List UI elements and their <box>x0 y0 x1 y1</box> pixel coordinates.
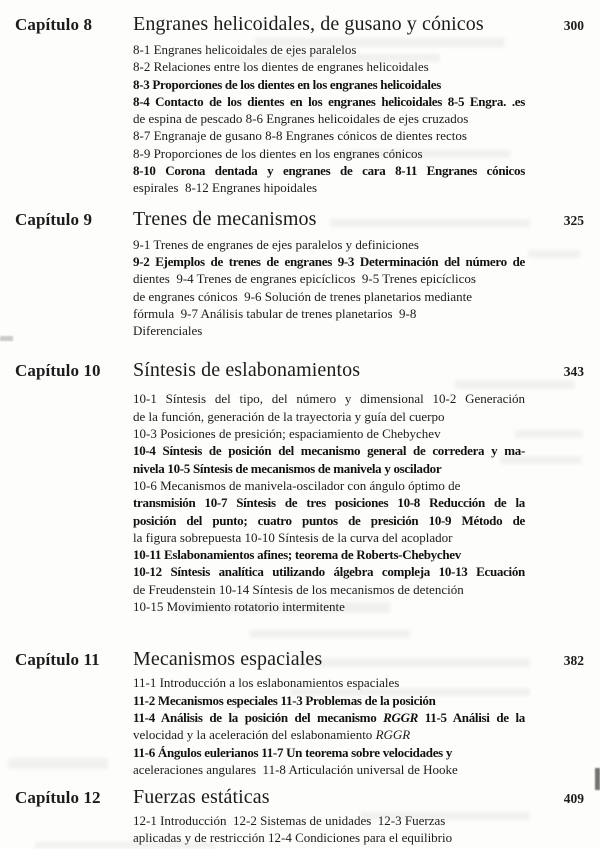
toc-line <box>133 581 525 598</box>
toc-line <box>133 390 525 407</box>
chapter-page-number: 325 <box>563 212 584 228</box>
toc-line <box>133 41 525 58</box>
toc-line-segment: 11-6 Ángulos eulerianos 11-7 Un teorema sobre velocidades y <box>133 744 453 760</box>
chapter-label: Capítulo 10 <box>15 361 101 381</box>
toc-line-segment: 9-2 Ejemplos de trenes de engranes 9-3 Determinación del número de <box>133 253 525 269</box>
toc-line-segment: 8-10 Corona dentada y engranes de cara 8-11 Engranes cónicos <box>133 163 525 179</box>
toc-line-segment: velocidad y la aceleración del eslabonamiento <box>133 727 376 743</box>
chapter-title: Mecanismos espaciales <box>133 648 323 671</box>
chapter-label: Capítulo 11 <box>15 650 100 670</box>
toc-line-segment: transmisión 10-7 Síntesis de tres posiciones 10-8 Reducción de la <box>133 495 525 511</box>
toc-line-segment: de espina de pescado 8-6 Engranes helicoidales de ejes cruzados <box>133 111 469 127</box>
toc-line <box>133 761 525 778</box>
toc-line <box>133 744 525 761</box>
toc-line <box>133 253 525 270</box>
toc-line <box>133 58 525 75</box>
toc-line <box>133 110 525 127</box>
toc-line <box>133 270 525 287</box>
toc-line-segment: 10-6 Mecanismos de manivela-oscilador con ángulo óptimo de <box>133 477 461 493</box>
chapter-label: Capítulo 9 <box>15 209 93 229</box>
chapter-label: Capítulo 12 <box>15 788 101 808</box>
toc-line <box>133 726 525 743</box>
chapter-sections <box>133 812 525 847</box>
toc-line-segment: 11-2 Mecanismos especiales 11-3 Problemas de la posición <box>133 692 436 708</box>
toc-line-segment: aceleraciones angulares 11-8 Articulación universal de Hooke <box>133 761 458 777</box>
toc-line-segment: Diferenciales <box>133 323 203 339</box>
toc-line-segment: 8-9 Proporciones de los dientes en los engranes cónicos <box>133 145 423 161</box>
toc-line-segment: 10-12 Síntesis analítica utilizando álgebra compleja 10-13 Ecuación <box>133 564 525 580</box>
chapter-title: Engranes helicoidales, de gusano y cónicos <box>133 13 484 35</box>
toc-line-segment: aplicadas y de restricción 12-4 Condiciones para el equilibrio <box>133 830 453 846</box>
chapter-block <box>0 206 600 340</box>
toc-line-segment: de engranes cónicos 9-6 Solución de trenes planetarios mediante <box>133 288 472 304</box>
chapter-sections <box>133 674 525 778</box>
toc-line-segment: de la función, generación de la trayectoria y guía del cuerpo <box>133 408 445 424</box>
toc-line-segment: 8-4 Contacto de los dientes en los engranes helicoidales 8-5 Engra. .es <box>133 93 525 109</box>
toc-line-segment: 12-1 Introducción 12-2 Sistemas de unidades 12-3 Fuerzas <box>133 813 446 829</box>
chapter-sections <box>133 236 525 340</box>
chapter-heading <box>0 784 600 810</box>
toc-line-segment: la figura sobrepuesta 10-10 Síntesis de la curva del acoplador <box>133 529 453 545</box>
toc-line <box>133 709 525 726</box>
chapter-heading <box>0 206 600 232</box>
toc-line <box>133 692 525 709</box>
toc-line <box>133 460 525 477</box>
toc-line <box>133 829 525 846</box>
toc-line-segment: nivela 10-5 Síntesis de mecanismos de manivela y oscilador <box>133 460 442 476</box>
toc-line <box>133 288 525 305</box>
chapter-heading <box>0 646 600 672</box>
chapter-page-number: 409 <box>563 791 584 807</box>
toc-line <box>133 322 525 339</box>
toc-line-segment: dientes 9-4 Trenes de engranes epicíclicos 9-5 Trenes epicíclicos <box>133 271 476 287</box>
toc-line <box>133 236 525 253</box>
toc-line-segment: RGGR <box>375 727 411 743</box>
toc-line-segment: 10-4 Síntesis de posición del mecanismo general de corredera y ma- <box>133 443 525 459</box>
toc-line-segment: 8-3 Proporciones de los dientes en los engranes helicoidales <box>133 76 441 92</box>
toc-line <box>133 674 525 691</box>
chapter-page-number: 382 <box>563 653 584 669</box>
toc-line-segment: fórmula 9-7 Análisis tabular de trenes planetarios 9-8 <box>133 305 417 321</box>
toc-line <box>133 563 525 580</box>
toc-line <box>133 812 525 829</box>
toc-line <box>133 512 525 529</box>
toc-line <box>133 408 525 425</box>
toc-line <box>133 442 525 459</box>
chapter-heading <box>0 357 600 383</box>
toc-line-segment: de Freudenstein 10-14 Síntesis de los mecanismos de detención <box>133 581 464 597</box>
toc-line <box>133 529 525 546</box>
toc-line <box>133 93 525 110</box>
chapter-block <box>0 784 600 847</box>
chapter-title: Síntesis de eslabonamientos <box>133 359 361 382</box>
toc-line <box>133 477 525 494</box>
toc-line-segment: 8-1 Engranes helicoidales de ejes paralelos <box>133 42 357 57</box>
toc-line-segment: espirales 8-12 Engranes hipoidales <box>133 180 318 196</box>
toc-line-segment: 11-5 Análisi de la <box>418 709 525 725</box>
toc-line-segment: 10-3 Posiciones de presición; espaciamiento de Chebychev <box>133 426 441 442</box>
toc-line <box>133 162 525 179</box>
chapter-title: Fuerzas estáticas <box>133 786 270 809</box>
toc-line-segment: 10-11 Eslabonamientos afines; teorema de Roberts-Chebychev <box>133 547 461 563</box>
chapter-page-number: 300 <box>563 18 584 33</box>
chapter-block <box>0 357 600 615</box>
chapter-block <box>0 11 600 197</box>
toc-line <box>133 145 525 162</box>
toc-line-segment: 10-15 Movimiento rotatorio intermitente <box>133 599 345 615</box>
chapter-title: Trenes de mecanismos <box>133 207 317 230</box>
toc-line-segment: posición del punto; cuatro puntos de presición 10-9 Método de <box>133 512 525 528</box>
toc-line <box>133 179 525 196</box>
chapter-block <box>0 646 600 778</box>
chapter-sections <box>133 41 525 197</box>
toc-line <box>133 546 525 563</box>
toc-line <box>133 127 525 144</box>
toc-line-segment: 10-1 Síntesis del tipo, del número y dimensional 10-2 Generación <box>133 391 525 407</box>
toc-line-segment: 9-1 Trenes de engranes de ejes paralelos y definiciones <box>133 236 419 252</box>
chapter-label: Capítulo 8 <box>15 15 93 34</box>
toc-line-segment: 11-4 Análisis de la posición del mecanismo <box>133 709 384 725</box>
chapter-page-number: 343 <box>563 364 584 380</box>
toc-line <box>133 425 525 442</box>
toc-line-segment: 8-7 Engranaje de gusano 8-8 Engranes cónicos de dientes rectos <box>133 128 467 144</box>
toc-line <box>133 494 525 511</box>
toc-line-segment: 11-1 Introducción a los eslabonamientos espaciales <box>133 675 400 691</box>
toc-line <box>133 76 525 93</box>
chapter-heading <box>0 11 600 37</box>
chapter-sections <box>133 390 525 615</box>
toc-line-segment: 8-2 Relaciones entre los dientes de engranes helicoidales <box>133 59 429 75</box>
toc-line <box>133 305 525 322</box>
toc-line <box>133 598 525 615</box>
toc-line-segment: RGGR <box>383 709 419 725</box>
